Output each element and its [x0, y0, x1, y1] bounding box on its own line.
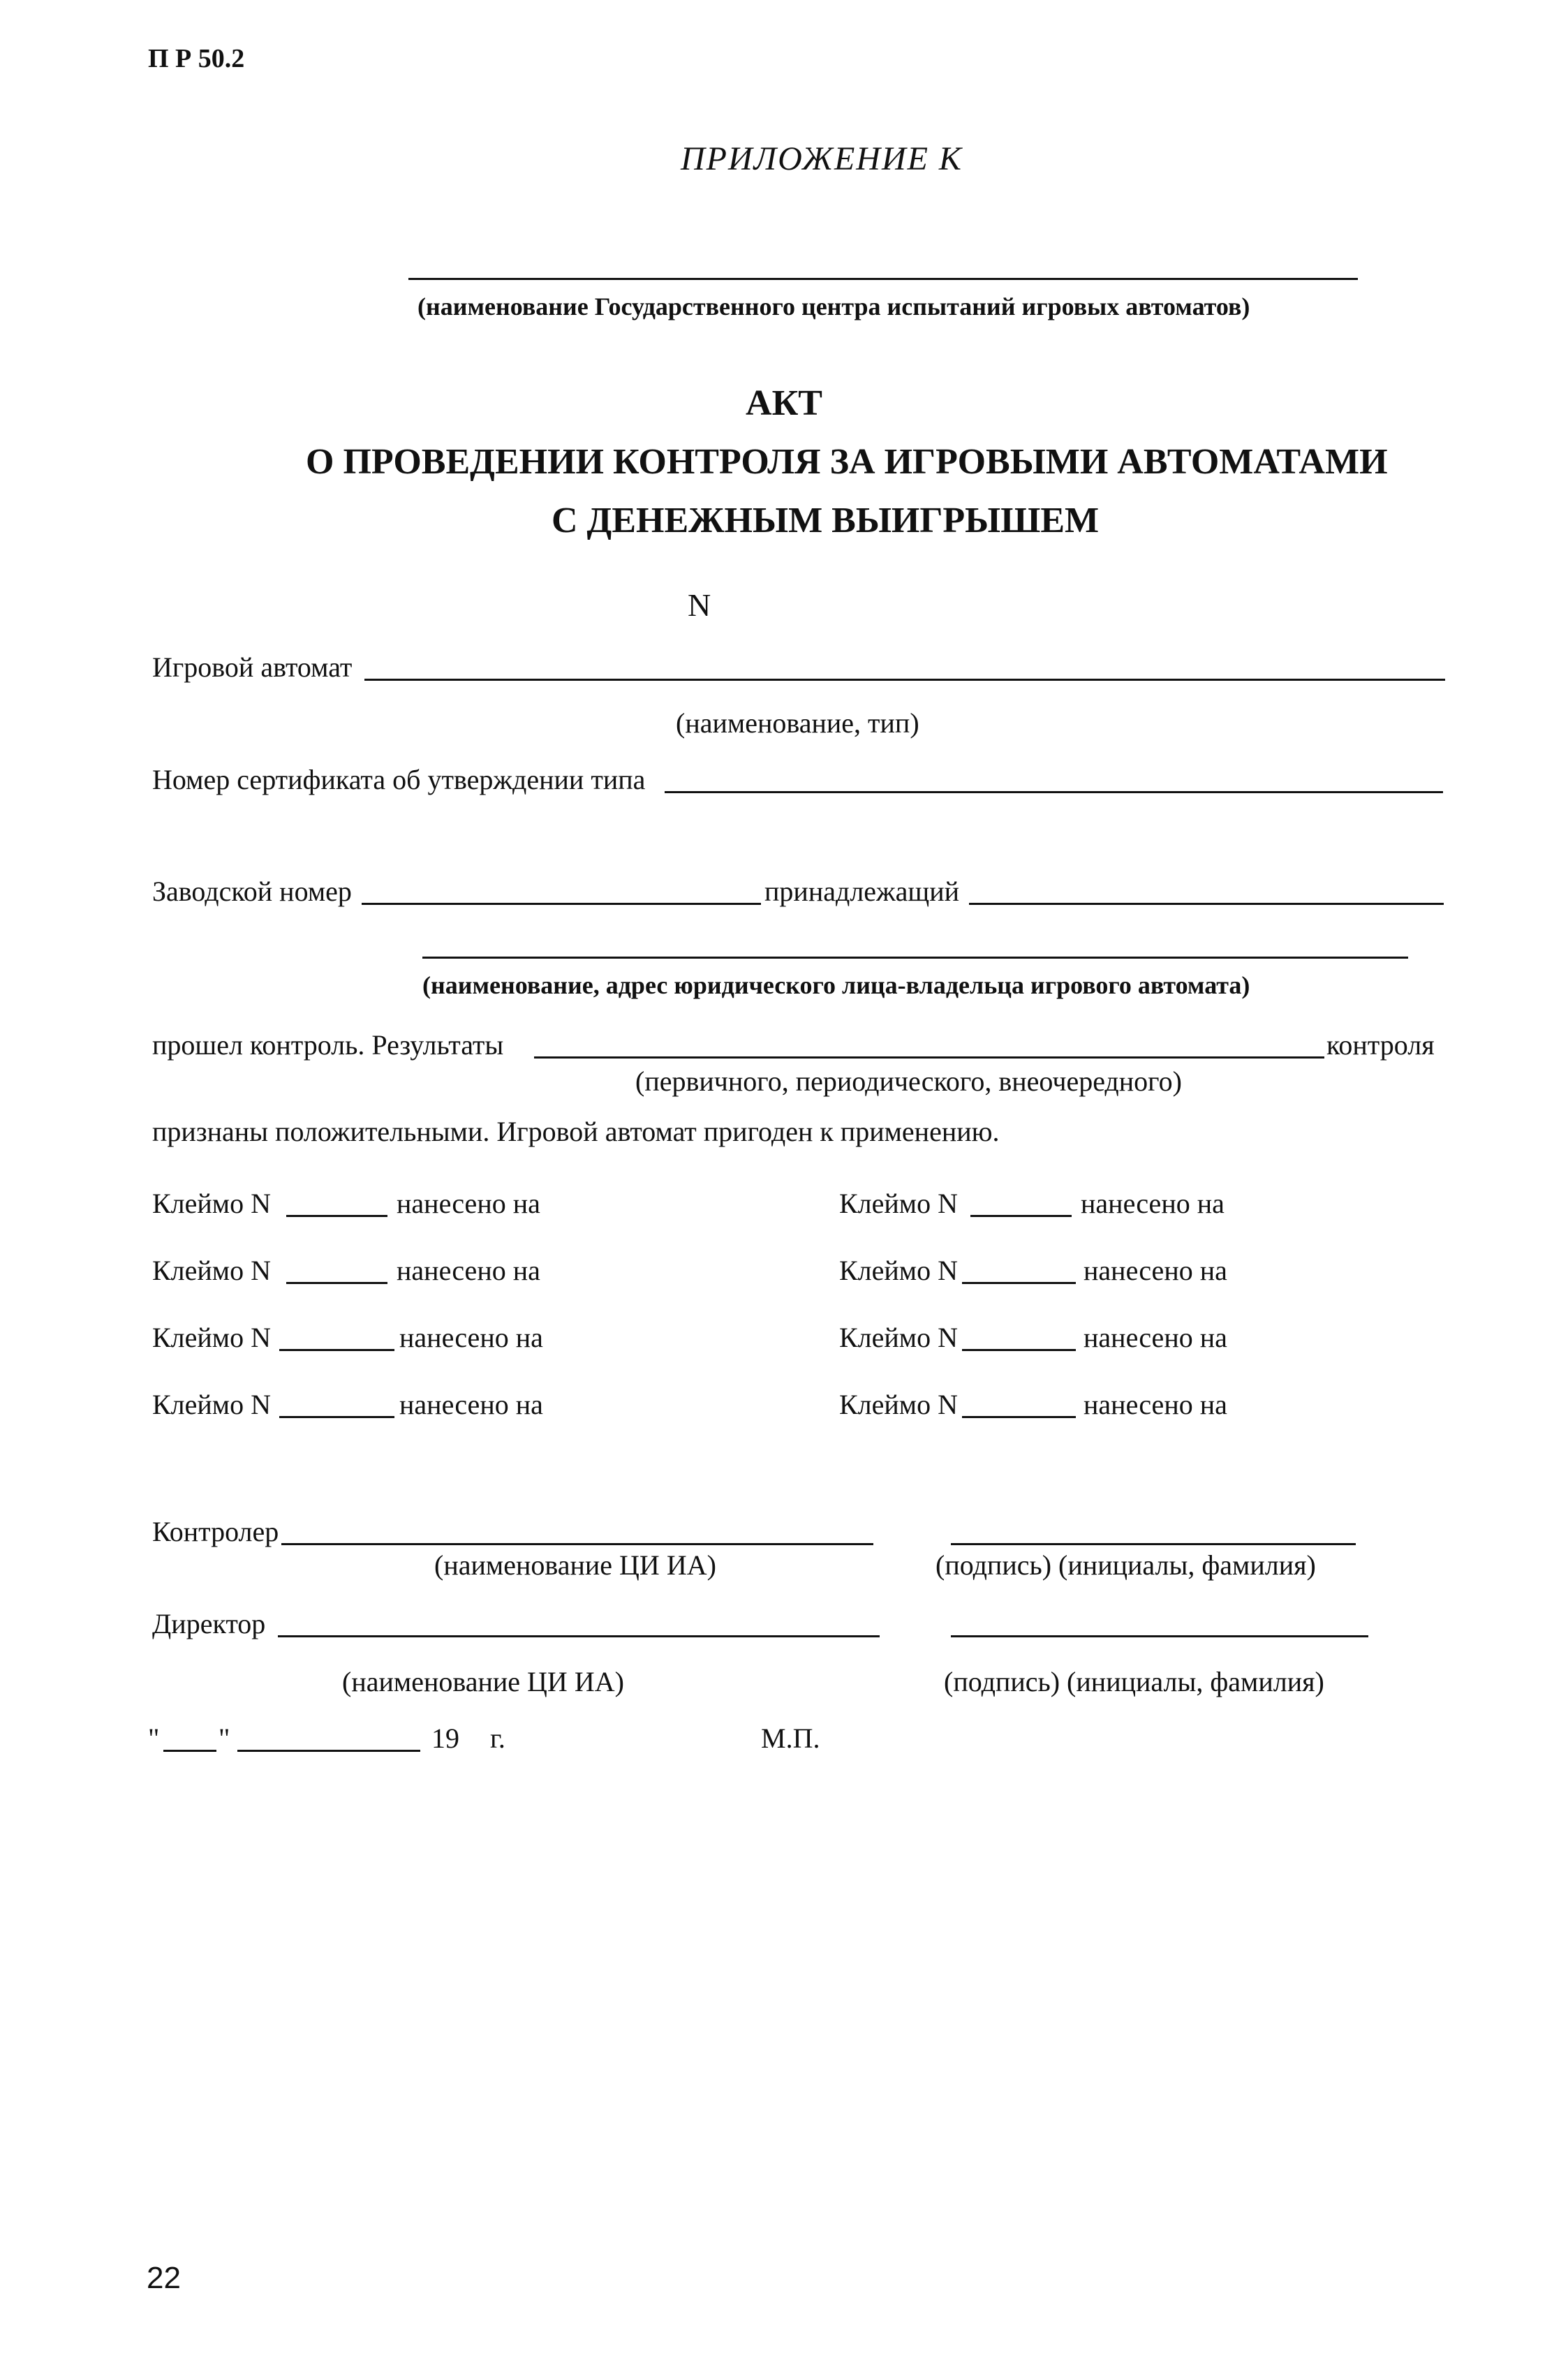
act-subtitle-line2: С ДЕНЕЖНЫМ ВЫИГРЫШЕМ — [552, 501, 1100, 540]
owner-field[interactable] — [969, 903, 1444, 905]
applied-label: нанесено на — [399, 1389, 543, 1420]
machine-field[interactable] — [364, 679, 1445, 681]
director-label: Директор — [152, 1608, 266, 1639]
appendix-title: ПРИЛОЖЕНИЕ К — [681, 140, 963, 177]
stamp-label: Клеймо N — [152, 1255, 271, 1286]
applied-label: нанесено на — [1083, 1322, 1227, 1353]
owner-caption: (наименование, адрес юридического лица-владельца игрового автомата) — [422, 971, 1250, 999]
stamp-number-field[interactable] — [962, 1416, 1076, 1418]
controller-sign-caption: (подпись) (инициалы, фамилия) — [935, 1549, 1316, 1581]
center-name-line — [408, 278, 1358, 280]
center-name-caption: (наименование Государственного центра испытаний игровых автоматов) — [417, 293, 1250, 320]
applied-label: нанесено на — [397, 1188, 540, 1219]
machine-caption: (наименование, тип) — [676, 707, 919, 739]
machine-label: Игровой автомат — [152, 651, 353, 683]
act-number-label: N — [688, 587, 711, 623]
certificate-field[interactable] — [665, 791, 1443, 793]
stamp-number-field[interactable] — [286, 1282, 387, 1284]
date-month-field[interactable] — [237, 1750, 420, 1752]
control-caption: (первичного, периодического, внеочередного) — [635, 1065, 1182, 1097]
seal-place: М.П. — [761, 1723, 820, 1754]
applied-label: нанесено на — [1083, 1255, 1227, 1286]
date-year: 19 — [431, 1723, 459, 1754]
stamp-number-field[interactable] — [962, 1349, 1076, 1351]
result-text: признаны положительными. Игровой автомат пригоден к применению. — [152, 1116, 1000, 1147]
act-subtitle-line1: О ПРОВЕДЕНИИ КОНТРОЛЯ ЗА ИГРОВЫМИ АВТОМАТАМИ — [306, 442, 1388, 482]
serial-label: Заводской номер — [152, 876, 352, 907]
stamp-label: Клеймо N — [152, 1322, 271, 1353]
stamp-label: Клеймо N — [839, 1322, 958, 1353]
director-sign-caption: (подпись) (инициалы, фамилия) — [944, 1666, 1324, 1697]
act-title: АКТ — [746, 383, 822, 423]
director-center-field[interactable] — [278, 1635, 880, 1637]
serial-field[interactable] — [362, 903, 761, 905]
applied-label: нанесено на — [1081, 1188, 1225, 1219]
document-code: П Р 50.2 — [148, 44, 245, 73]
stamp-label: Клеймо N — [152, 1188, 271, 1219]
director-caption: (наименование ЦИ ИА) — [342, 1666, 624, 1697]
date-day-field[interactable] — [163, 1750, 216, 1752]
stamp-label: Клеймо N — [839, 1389, 958, 1420]
date-quote-close: " — [219, 1723, 230, 1754]
director-signature-field[interactable] — [951, 1635, 1368, 1637]
date-year-suffix: г. — [490, 1723, 505, 1754]
control-type-field[interactable] — [534, 1056, 1324, 1059]
page-number: 22 — [147, 2261, 181, 2295]
stamp-label: Клеймо N — [839, 1188, 958, 1219]
applied-label: нанесено на — [397, 1255, 540, 1286]
controller-label: Контролер — [152, 1516, 279, 1547]
applied-label: нанесено на — [1083, 1389, 1227, 1420]
certificate-label: Номер сертификата об утверждении типа — [152, 764, 646, 795]
passed-label: прошел контроль. Результаты — [152, 1029, 504, 1061]
stamp-label: Клеймо N — [839, 1255, 958, 1286]
stamp-number-field[interactable] — [970, 1215, 1072, 1217]
stamp-number-field[interactable] — [962, 1282, 1076, 1284]
controller-signature-field[interactable] — [951, 1543, 1356, 1545]
belongs-label: принадлежащий — [764, 876, 960, 907]
stamp-number-field[interactable] — [279, 1349, 394, 1351]
stamp-number-field[interactable] — [286, 1215, 387, 1217]
stamp-label: Клеймо N — [152, 1389, 271, 1420]
date-quote-open: " — [148, 1723, 160, 1754]
applied-label: нанесено на — [399, 1322, 543, 1353]
controller-caption: (наименование ЦИ ИА) — [434, 1549, 716, 1581]
controller-center-field[interactable] — [281, 1543, 873, 1545]
control-label: контроля — [1326, 1029, 1435, 1061]
stamp-number-field[interactable] — [279, 1416, 394, 1418]
owner-field-line2[interactable] — [422, 957, 1408, 959]
